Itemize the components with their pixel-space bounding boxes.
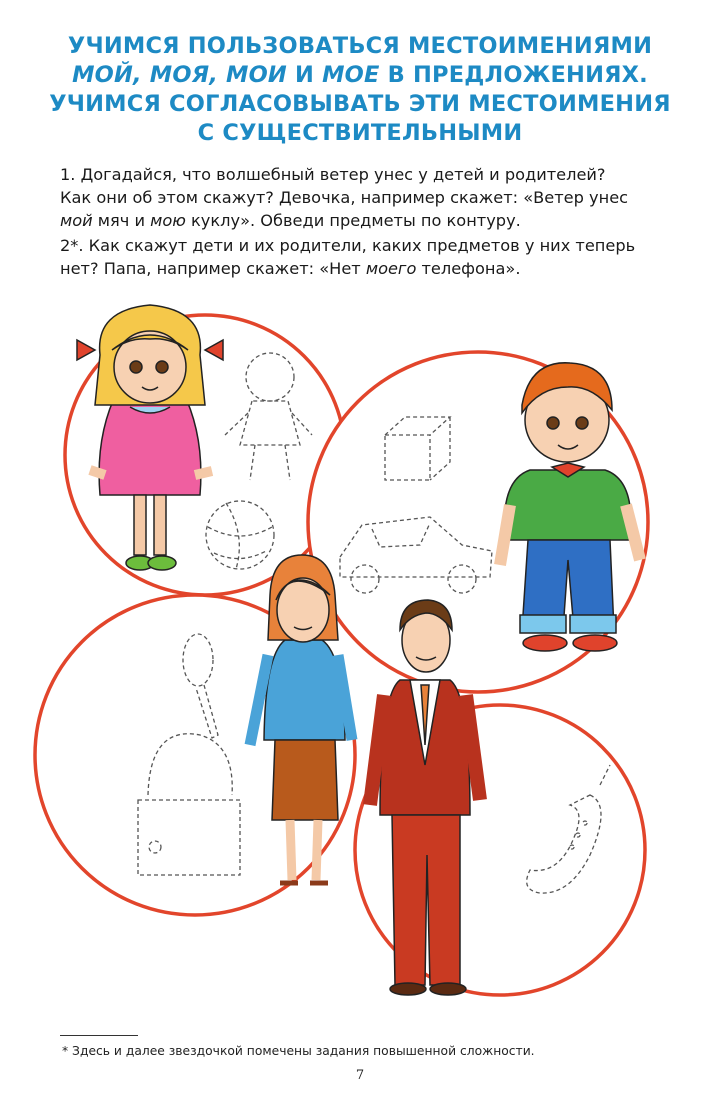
task-2-line-1: 2*. Как скажут дети и их родители, каких предметов у них теперь	[60, 236, 636, 255]
task-1-line-2: Как они об этом скажут? Девочка, например скажет: «Ветер унес	[60, 188, 629, 207]
heading-pronoun-moe: МОЕ	[322, 62, 380, 88]
word-moyu: мою	[150, 211, 186, 230]
task-1-line-3-mid: мяч и	[92, 211, 151, 230]
heading-pronouns-italic: МОЙ, МОЯ, МОИ	[72, 62, 287, 88]
heading-and: И	[286, 62, 323, 88]
task-2-line-2-rest: телефона».	[416, 259, 521, 278]
heading-line-2	[40, 61, 680, 90]
task-2-line-2	[60, 257, 675, 280]
word-moi: мой	[60, 211, 93, 230]
heading-line-1: УЧИМСЯ ПОЛЬЗОВАТЬСЯ МЕСТОИМЕНИЯМИ	[67, 33, 653, 59]
heading-line-3: УЧИМСЯ СОГЛАСОВЫВАТЬ ЭТИ МЕСТОИМЕНИЯ	[49, 91, 671, 117]
heading-line-2-rest: В ПРЕДЛОЖЕНИЯХ.	[379, 62, 648, 88]
task-2-text	[60, 234, 675, 280]
word-moego: моего	[365, 259, 417, 278]
illustration	[0, 295, 720, 1015]
task-2-line-2-start: нет? Папа, например скажет: «Нет	[60, 259, 366, 278]
heading-line-4: С СУЩЕСТВИТЕЛЬНЫМИ	[197, 120, 523, 146]
task-1-text	[60, 163, 675, 232]
page-number: 7	[355, 1068, 365, 1083]
footnote-rule	[60, 1035, 138, 1036]
lesson-heading	[40, 32, 680, 148]
task-1-line-3	[60, 209, 675, 232]
task-1-line-3-rest: куклу». Обведи предметы по контуру.	[185, 211, 521, 230]
task-1-line-1: 1. Догадайся, что волшебный ветер унес у детей и родителей?	[60, 165, 606, 184]
footnote: * Здесь и далее звездочкой помечены задания повышенной сложности.	[62, 1044, 535, 1058]
